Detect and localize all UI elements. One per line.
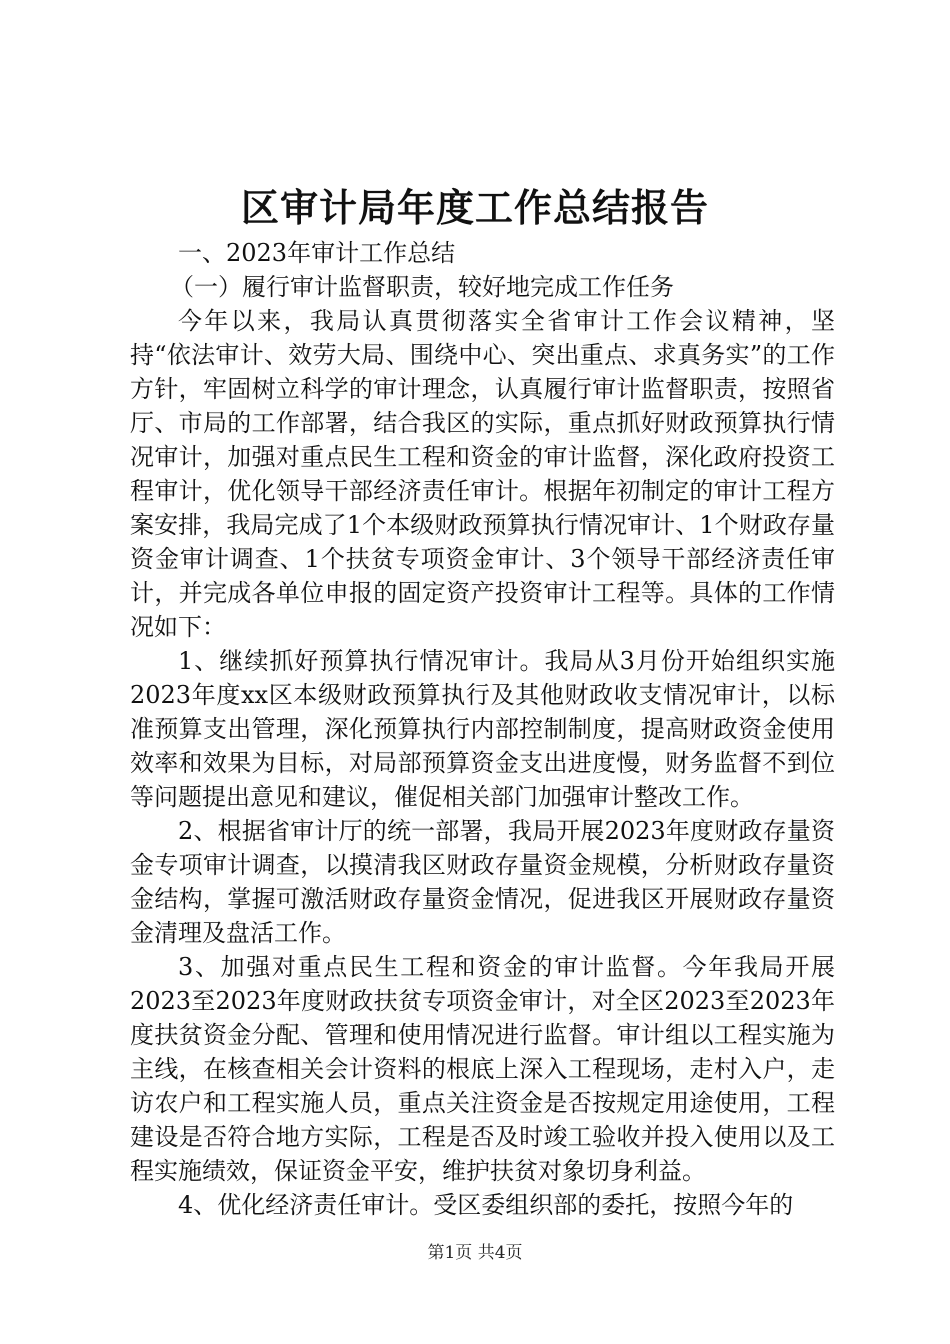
paragraph-intro: 今年以来，我局认真贯彻落实全省审计工作会议精神，坚持“依法审计、效劳大局、围绕中心、突出重点、求真务实”的工作方针，牢固树立科学的审计理念，认真履行审计监督职责，按照省厅、市局的工作部署，结合我区的实际，重点抓好财政预算执行情况审计，加强对重点民生工程和资金的审计监督，深化政府投资工程审计，优化领导干部经济责任审计。根据年初制定的审计工程方案安排，我局完成了1个本级财政预算执行情况审计、1个财政存量资金审计调查、1个扶贫专项资金审计、3个领导干部经济责任审计，并完成各单位申报的固定资产投资审计工程等。具体的工作情况如下： [130,307,835,641]
paragraph-item-2: 2、根据省审计厅的统一部署，我局开展2023年度财政存量资金专项审计调查，以摸清我区财政存量资金规模，分析财政存量资金结构，掌握可激活财政存量资金情况，促进我区开展财政存量资金清理及盘活工作。 [130,817,835,947]
paragraph-item-1: 1、继续抓好预算执行情况审计。我局从3月份开始组织实施2023年度xx区本级财政预算执行及其他财政收支情况审计，以标准预算支出管理，深化预算执行内部控制制度，提高财政资金使用效率和效果为目标，对局部预算资金支出进度慢，财务监督不到位等问题提出意见和建议，催促相关部门加强审计整改工作。 [130,647,835,811]
document-body [130,236,835,1222]
page-footer: 第1页 共4页 [427,1243,523,1263]
subsection-heading: （一）履行审计监督职责，较好地完成工作任务 [170,273,674,301]
paragraph-item-3: 3、加强对重点民生工程和资金的审计监督。今年我局开展2023至2023年度财政扶贫专项资金审计，对全区2023至2023年度扶贫资金分配、管理和使用情况进行监督。审计组以工程实施为主线，在核查相关会计资料的根底上深入工程现场，走村入户，走访农户和工程实施人员，重点关注资金是否按规定用途使用，工程建设是否符合地方实际，工程是否及时竣工验收并投入使用以及工程实施绩效，保证资金平安，维护扶贫对象切身利益。 [130,953,835,1185]
section-heading: 一、2023年审计工作总结 [178,239,456,267]
paragraph-item-4: 4、优化经济责任审计。受区委组织部的委托，按照今年的 [178,1191,794,1219]
document-title: 区审计局年度工作总结报告 [240,186,709,230]
